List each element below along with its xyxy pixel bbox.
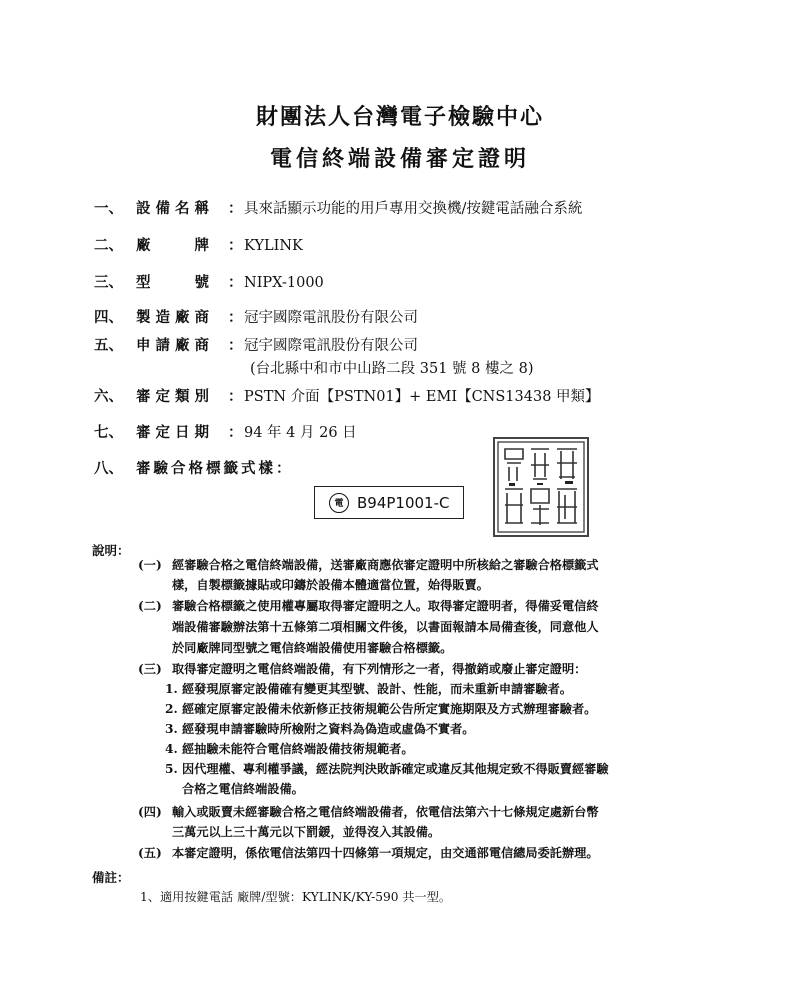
field-number: 七、 — [94, 424, 123, 441]
field-value: PSTN 介面【PSTN01】+ EMI【CNS13438 甲類】 — [244, 389, 600, 405]
seal-graphic — [495, 439, 587, 535]
field-value: 具來話顯示功能的用戶專用交換機/按鍵電話融合系統 — [244, 201, 583, 217]
note-line: 端設備審驗辦法第十五條第二項相關文件後，以書面報請本局備查後，同意他人 — [172, 620, 599, 634]
field-colon: ： — [228, 237, 243, 254]
note-mark: (二) — [138, 599, 162, 613]
approval-label-sample — [314, 486, 464, 519]
field-label: 型 號 — [136, 274, 214, 291]
field-number: 五、 — [94, 337, 123, 354]
field-label: 申請廠商 — [136, 337, 214, 354]
sub-item: 4. 經抽驗未能符合電信終端設備技術規範者。 — [165, 742, 414, 756]
sub-item: 3. 經發現申請審驗時所檢附之資料為偽造或虛偽不實者。 — [165, 722, 475, 736]
note-line: 取得審定證明之電信終端設備，有下列情形之一者，得撤銷或廢止審定證明： — [172, 662, 587, 676]
field-label-style — [94, 459, 294, 479]
note-mark: (一) — [138, 558, 162, 572]
field-value: KYLINK — [244, 238, 303, 254]
remarks-heading: 備註： — [92, 870, 130, 885]
field-number: 四、 — [94, 309, 123, 326]
field-number: 三、 — [94, 274, 123, 291]
field-colon: ： — [228, 424, 243, 441]
remarks-line: 1、適用按鍵電話 廠牌/型號：KYLINK/KY-590 共一型。 — [140, 890, 452, 904]
field-brand — [94, 236, 303, 256]
field-label: 審驗合格標籤式樣： — [136, 460, 294, 477]
approval-code: B94P1001-C — [357, 493, 450, 512]
field-label: 審定日期 — [136, 424, 214, 441]
field-value: 94 年 4 月 26 日 — [244, 425, 357, 441]
sub-item: 合格之電信終端設備。 — [182, 782, 304, 796]
note-mark: (四) — [138, 805, 162, 819]
note-line: 輸入或販賣未經審驗合格之電信終端設備者，依電信法第六十七條規定處新台幣 — [172, 805, 599, 819]
note-line: 審驗合格標籤之使用權專屬取得審定證明之人。取得審定證明者，得備妥電信終 — [172, 599, 599, 613]
note-mark: (三) — [138, 662, 162, 676]
field-model — [94, 273, 324, 293]
field-label: 審定類別 — [136, 388, 214, 405]
field-label: 廠 牌 — [136, 237, 214, 254]
certificate-title: 電信終端設備審定證明 — [269, 146, 530, 172]
sub-item: 5. 因代理權、專利權爭議，經法院判決敗訴確定或違反其他規定致不得販賣經審驗 — [165, 762, 609, 776]
field-label: 設備名稱 — [136, 200, 214, 217]
sub-item: 1. 經發現原審定設備確有變更其型號、設計、性能，而未重新申請審驗者。 — [165, 682, 572, 696]
field-number: 一、 — [94, 200, 123, 217]
field-colon: ： — [228, 309, 243, 326]
official-seal-icon — [493, 437, 589, 537]
field-value: 冠宇國際電訊股份有限公司 — [244, 338, 418, 354]
field-value: NIPX-1000 — [244, 275, 324, 291]
sub-item: 2. 經確定原審定設備未依新修正技術規範公告所定實施期限及方式辦理審驗者。 — [165, 702, 597, 716]
field-colon: ： — [228, 274, 243, 291]
applicant-address: (台北縣中和市中山路二段 351 號 8 樓之 8) — [250, 361, 534, 377]
field-applicant — [94, 336, 418, 356]
field-device-name — [94, 199, 582, 219]
certification-logo-icon: 電 — [329, 493, 349, 513]
field-number: 八、 — [94, 460, 123, 477]
note-line: 經審驗合格之電信終端設備，送審廠商應依審定證明中所核給之審驗合格標籤式 — [172, 558, 599, 572]
field-colon: ： — [228, 337, 243, 354]
note-line: 三萬元以上三十萬元以下罰鍰，並得沒入其設備。 — [172, 825, 441, 839]
field-value: 冠宇國際電訊股份有限公司 — [244, 310, 418, 326]
note-line: 於同廠牌同型號之電信終端設備使用審驗合格標籤。 — [172, 641, 453, 655]
field-number: 六、 — [94, 388, 123, 405]
field-colon: ： — [228, 200, 243, 217]
note-line: 樣，自製標籤據貼或印鑄於設備本體適當位置，始得販賣。 — [172, 578, 489, 592]
notes-heading: 說明： — [92, 543, 130, 558]
field-category — [94, 387, 600, 407]
note-mark: (五) — [138, 846, 162, 860]
field-number: 二、 — [94, 237, 123, 254]
organization-title: 財團法人台灣電子檢驗中心 — [255, 104, 544, 130]
field-manufacturer — [94, 308, 418, 328]
field-date — [94, 423, 357, 443]
note-line: 本審定證明，係依電信法第四十四條第一項規定，由交通部電信總局委託辦理。 — [172, 846, 599, 860]
field-label: 製造廠商 — [136, 309, 214, 326]
field-colon: ： — [228, 388, 243, 405]
